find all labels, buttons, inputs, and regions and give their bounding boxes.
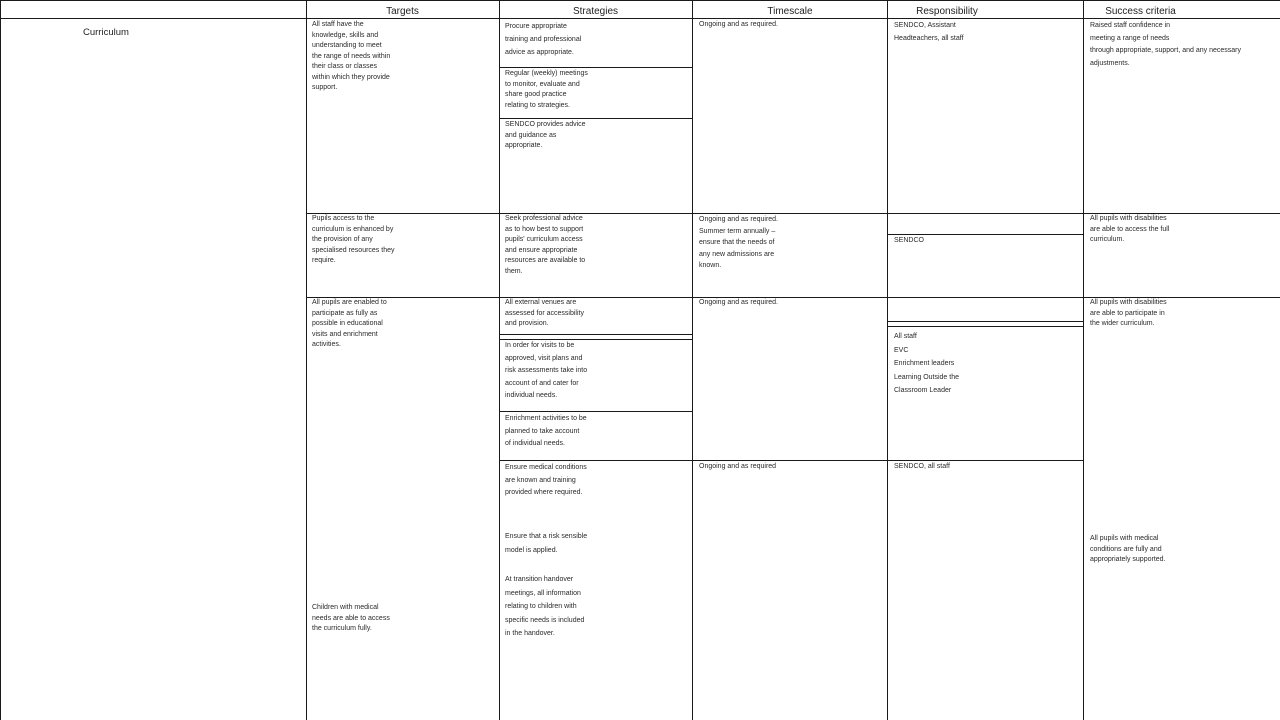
timescale-3: Ongoing and as required.	[699, 299, 778, 306]
strategy-visit-plans: In order for visits to be approved, visit plans and risk assessments take into account of and cater for individual needs.	[505, 342, 588, 399]
target-curriculum-access: Pupils access to the curriculum is enhanced by the provision of any specialised resources they require.	[312, 215, 395, 264]
success-criteria-1: Raised staff confidence in meeting a range of needs through appropriate, support, and any necessary adjustments.	[1090, 22, 1241, 67]
strategy-procure-training: Procure appropriate training and professional advice as appropriate.	[505, 23, 582, 56]
responsibility-divider-d	[887, 460, 1083, 461]
col-divider-success	[1083, 0, 1084, 720]
strategies-divider-e	[499, 411, 692, 412]
timescale-4: Ongoing and as required	[699, 463, 777, 470]
success-criteria-3: All pupils with disabilities are able to participate in the wider curriculum.	[1090, 299, 1167, 327]
col-divider-responsibility	[887, 0, 888, 720]
responsibility-3: All staff EVC Enrichment leaders Learning Outside the Classroom Leader	[894, 333, 959, 394]
strategy-enrichment: Enrichment activities to be planned to take account of individual needs.	[505, 415, 587, 447]
strategies-divider-b	[499, 118, 692, 119]
strategy-medical-conditions: Ensure medical conditions are known and training provided where required.	[505, 464, 587, 496]
strategy-weekly-meetings: Regular (weekly) meetings to monitor, evaluate and share good practice relating to strategies.	[505, 70, 588, 109]
strategy-sendco-advice: SENDCO provides advice and guidance as appropriate.	[505, 121, 586, 149]
strategies-divider-c	[499, 334, 692, 335]
col-divider-targets	[306, 0, 307, 720]
timescale-1: Ongoing and as required.	[699, 21, 778, 28]
responsibility-4: SENDCO, all staff	[894, 463, 950, 470]
responsibility-divider-c	[887, 326, 1083, 327]
table-top-border	[0, 0, 1280, 1]
table-left-border	[0, 0, 1, 720]
success-criteria-2: All pupils with disabilities are able to access the full curriculum.	[1090, 215, 1170, 243]
header-responsibility: Responsibility	[916, 6, 978, 17]
responsibility-divider-b	[887, 321, 1083, 322]
header-timescale: Timescale	[767, 6, 813, 17]
strategy-transition-handover: At transition handover meetings, all information relating to children with specific needs is included in the handover.	[505, 576, 585, 637]
row-label-curriculum: Curriculum	[83, 27, 129, 38]
responsibility-1: SENDCO, Assistant Headteachers, all staff	[894, 22, 964, 42]
responsibility-divider-a	[887, 234, 1083, 235]
target-staff-knowledge: All staff have the knowledge, skills and understanding to meet the range of needs within their class or classes within which they provide support.	[312, 21, 391, 91]
header-targets: Targets	[386, 6, 419, 17]
target-visits-participation: All pupils are enabled to participate as fully as possible in educational visits and enrichment activities.	[312, 299, 387, 348]
header-bottom-border	[0, 18, 1280, 19]
responsibility-2: SENDCO	[894, 237, 924, 244]
strategies-divider-f	[499, 460, 887, 461]
header-success-criteria: Success criteria	[1105, 6, 1176, 17]
strategy-venues-assessed: All external venues are assessed for accessibility and provision.	[505, 299, 584, 327]
col-divider-strategies	[499, 0, 500, 720]
col-divider-timescale	[692, 0, 693, 720]
strategy-risk-sensible: Ensure that a risk sensible model is applied.	[505, 533, 588, 554]
strategies-divider-a	[499, 67, 692, 68]
strategy-professional-advice: Seek professional advice as to how best to support pupils' curriculum access and ensure appropriate resources are available to them.	[505, 215, 586, 275]
timescale-2: Ongoing and as required. Summer term annually – ensure that the needs of any new admissions are known.	[699, 216, 778, 269]
target-medical-needs: Children with medical needs are able to access the curriculum fully.	[312, 604, 390, 632]
header-strategies: Strategies	[572, 6, 619, 17]
success-criteria-4: All pupils with medical conditions are fully and appropriately supported.	[1090, 535, 1166, 563]
